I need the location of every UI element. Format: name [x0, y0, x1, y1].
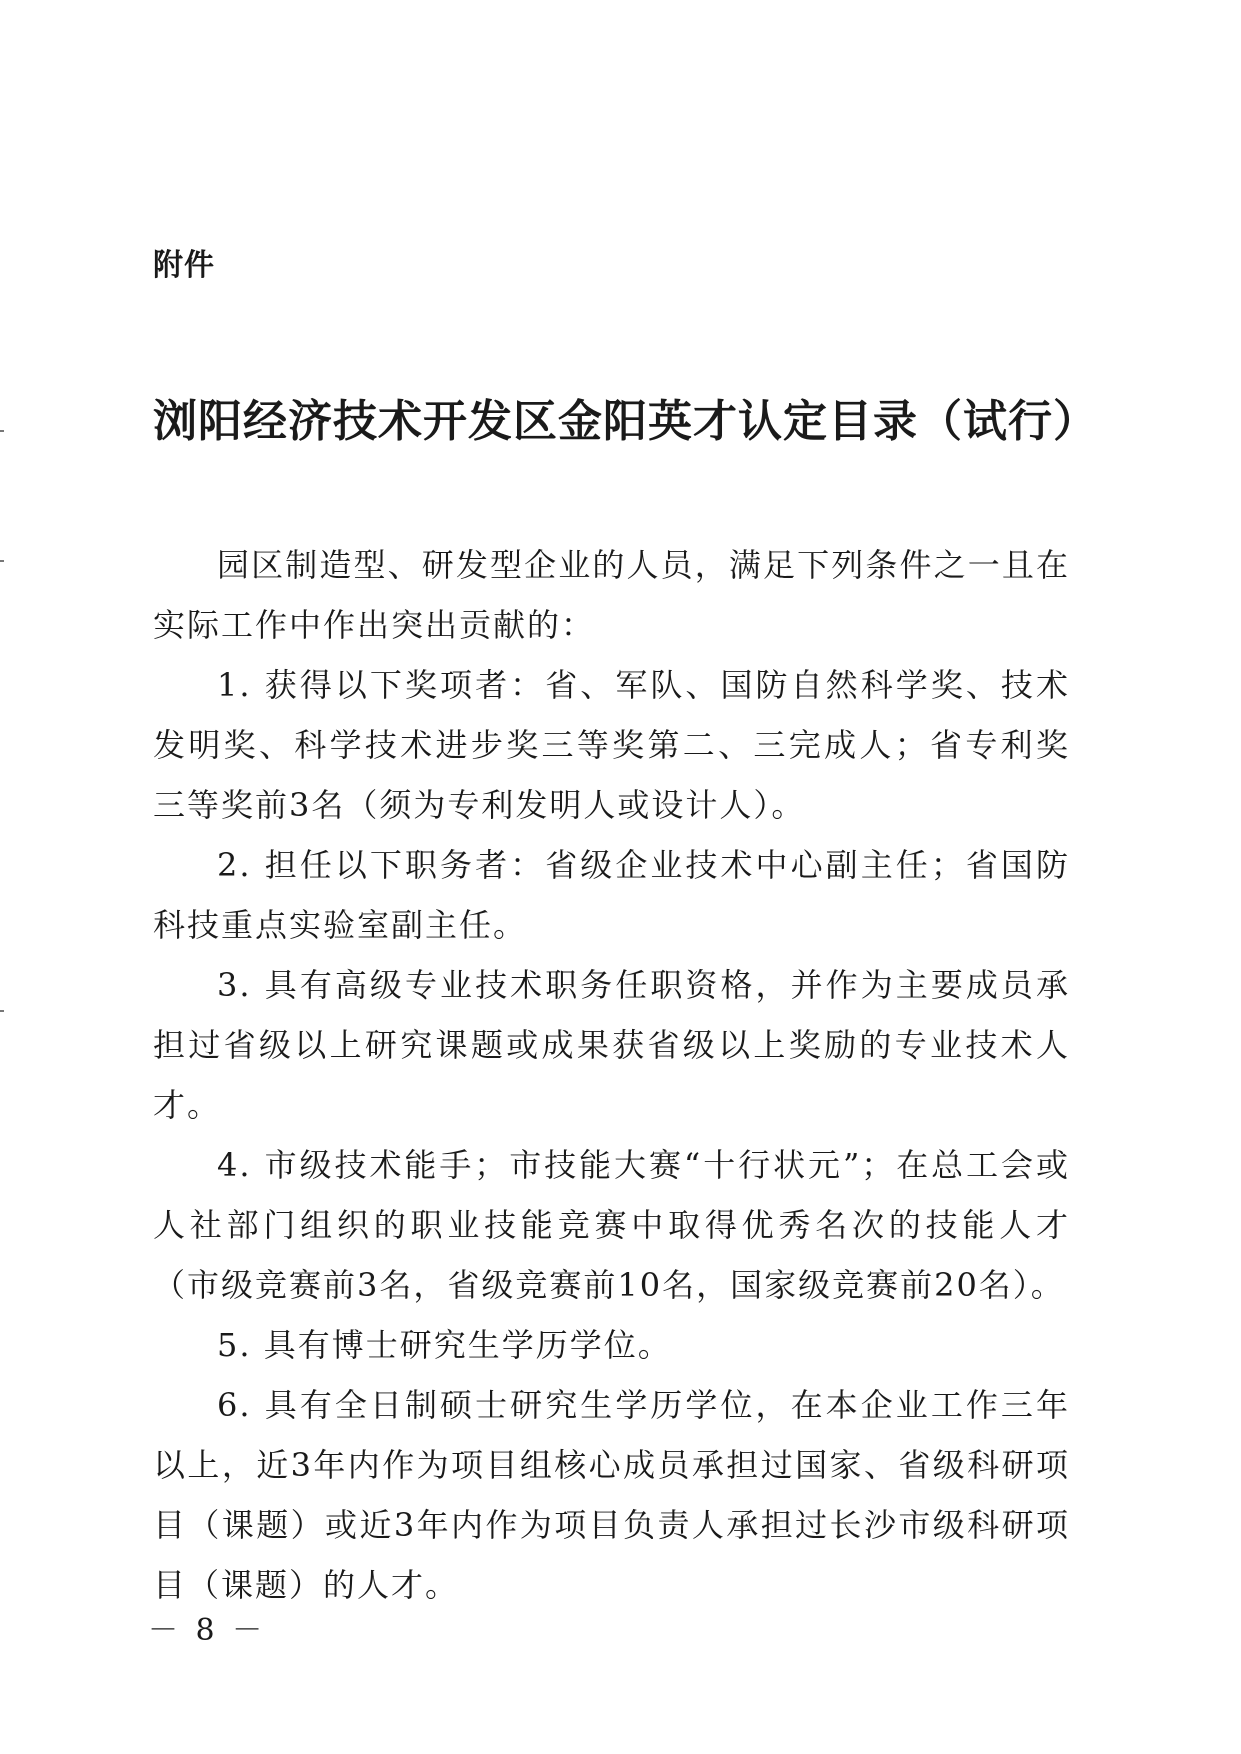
criterion-paragraph-5: 5. 具有博士研究生学历学位。	[217, 1326, 672, 1364]
criterion-paragraph-3: 3. 具有高级专业技术职务任职资格，并作为主要成员承担过省级以上研究课题或成果获省级以上奖励的专业技术人才。	[153, 966, 1070, 1124]
criterion-paragraph-2: 2. 担任以下职务者：省级企业技术中心副主任；省国防科技重点实验室副主任。	[153, 846, 1070, 944]
document-title: 浏阳经济技术开发区金阳英才认定目录（试行）	[153, 396, 1098, 447]
attachment-label: 附件	[153, 248, 215, 283]
scan-margin-mark	[0, 1010, 4, 1012]
scan-margin-mark	[0, 430, 4, 432]
page-number: － 8 －	[148, 1613, 267, 1648]
criterion-paragraph-1: 1. 获得以下奖项者：省、军队、国防自然科学奖、技术发明奖、科学技术进步奖三等奖第二、三完成人；省专利奖三等奖前3名（须为专利发明人或设计人）。	[153, 666, 1070, 824]
criterion-paragraph-4: 4. 市级技术能手；市技能大赛“十行状元”；在总工会或人社部门组织的职业技能竞赛中取得优秀名次的技能人才（市级竞赛前3名，省级竞赛前10名，国家级竞赛前20名）。	[153, 1146, 1070, 1304]
criterion-paragraph-6: 6. 具有全日制硕士研究生学历学位，在本企业工作三年以上，近3年内作为项目组核心成员承担过国家、省级科研项目（课题）或近3年内作为项目负责人承担过长沙市级科研项目（课题）的人才。	[153, 1386, 1070, 1604]
document-body	[153, 535, 1070, 1615]
intro-paragraph: 园区制造型、研发型企业的人员，满足下列条件之一且在实际工作中作出突出贡献的：	[153, 546, 1070, 644]
scan-margin-mark	[0, 560, 4, 562]
